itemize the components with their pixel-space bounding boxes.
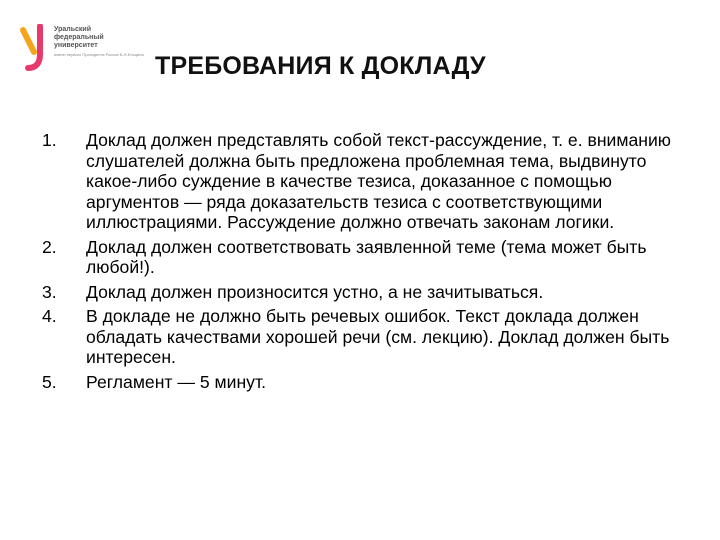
list-item-text: Доклад должен произносится устно, а не зачитываться. — [86, 281, 544, 302]
list-item-number: 3. — [42, 281, 57, 302]
list-item — [42, 282, 692, 303]
list-item-text: Доклад должен соответствовать заявленной теме (тема может быть любой!). — [86, 236, 647, 277]
list-item — [42, 372, 692, 393]
list-item — [42, 130, 692, 233]
logo-line-3: университет — [54, 42, 98, 49]
logo-subtitle: имени первого Президента России Б.Н.Ельцина — [54, 52, 144, 57]
logo-text — [54, 26, 144, 57]
list-item — [42, 306, 692, 368]
list-item-text: Регламент — 5 минут. — [86, 371, 266, 392]
list-item — [42, 237, 692, 278]
university-logo — [20, 24, 144, 74]
requirements-list — [42, 130, 692, 396]
urfu-logo-icon — [20, 24, 56, 72]
list-item-number: 5. — [42, 371, 57, 392]
list-item-text: В докладе не должно быть речевых ошибок. Текст доклада должен обладать качествами хорошей речи (см. лекцию). Доклад должен быть интересен. — [86, 306, 670, 367]
list-item-text: Доклад должен представлять собой текст-рассуждение, т. е. вниманию слушателей должна быть предложена проблемная тема, выдвинуто какое-либо суждение в качестве тезиса, доказанное с помощью аргументов — ряда доказательств тезиса с соответствующими иллюстрациями. Рассуждение должно отвечать законам логики. — [86, 130, 671, 232]
logo-line-2: федеральный — [54, 34, 104, 41]
logo-line-1: Уральский — [54, 26, 92, 33]
slide-title: ТРЕБОВАНИЯ К ДОКЛАДУ — [155, 52, 486, 80]
list-item-number: 2. — [42, 236, 57, 257]
list-item-number: 4. — [42, 306, 57, 326]
list-item-number: 1. — [42, 130, 57, 150]
